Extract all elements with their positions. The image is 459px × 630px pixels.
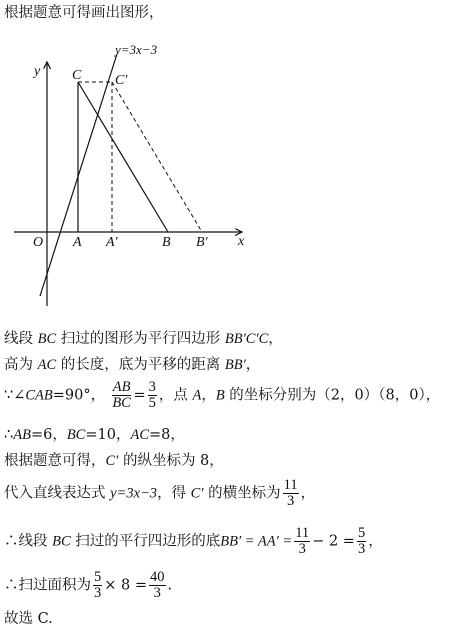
y-axis-label: y: [34, 64, 41, 79]
solution-line-2: 高为 AC 的长度，底为平移的距离 BB′，: [4, 357, 261, 373]
point-B-label: B: [162, 235, 171, 250]
origin-label: O: [33, 235, 44, 250]
fraction-40-3: $\frac{40}{3}$: [150, 569, 165, 601]
fraction-ab-bc: $\frac{AB}{BC}$: [112, 379, 131, 411]
geometry-figure: [0, 36, 260, 306]
solution-line-3: ∵∠CAB=90°， $\frac{AB}{BC}$ = $\frac{3}{5}$ ，点 A，B 的坐标分别为（2，0）（8，0），: [4, 379, 441, 411]
point-A-label: A: [73, 235, 82, 250]
solution-line-8: ∴扫过面积为 $\frac{5}{3}$ × 8 = $\frac{40}{3}$ .: [4, 569, 173, 601]
solution-line-4: ∴AB=6，BC=10，AC=8，: [4, 427, 185, 443]
fraction-11-3-b: $\frac{11}{3}$: [295, 525, 310, 557]
fraction-3-5: $\frac{3}{5}$: [148, 379, 156, 411]
solution-line-1: 线段 BC 扫过的图形为平行四边形 BB′C′C，: [4, 331, 283, 347]
x-axis-label: x: [238, 234, 245, 249]
point-B-prime-label: B′: [196, 235, 208, 250]
fraction-5-3: $\frac{5}{3}$: [357, 525, 366, 557]
point-C-label: C: [72, 68, 82, 83]
point-C-prime-label: C′: [115, 73, 128, 88]
fraction-11-3: $\frac{11}{3}$: [283, 477, 298, 509]
point-A-prime-label: A′: [106, 235, 118, 250]
line-label: y=3x−3: [115, 42, 158, 57]
solution-line-6: 代入直线表达式 y=3x−3，得 C′ 的横坐标为 $\frac{11}{3}$ ，: [4, 477, 316, 509]
solution-line-7: ∴线段 BC 扫过的平行四边形的底BB′ = AA′ = $\frac{11}{3}$ − 2 = $\frac{5}{3}$ ，: [4, 525, 383, 557]
intro-text: 根据题意可得画出图形，: [4, 5, 164, 21]
solution-line-5: 根据题意可得，C′ 的纵坐标为 8，: [4, 453, 224, 469]
segment-C-prime-B-prime: [112, 82, 202, 232]
segment-CB: [78, 82, 168, 232]
fraction-5-3-b: $\frac{5}{3}$: [94, 569, 102, 601]
answer-line: 故选 C.: [4, 611, 53, 627]
